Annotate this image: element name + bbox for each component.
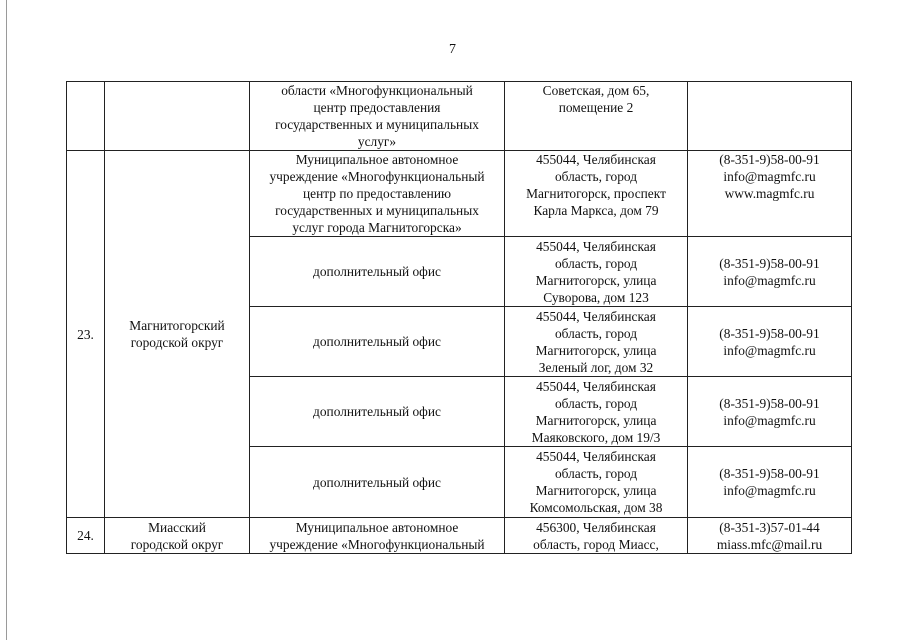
organization-cell: дополнительный офис [250, 447, 505, 518]
organization-cell: Муниципальное автономное учреждение «Многофункциональный [250, 518, 505, 554]
address-cell: 455044, Челябинская область, город Магнитогорск, улица Зеленый лог, дом 32 [505, 307, 688, 377]
organization-cell: дополнительный офис [250, 377, 505, 447]
address-cell: 455044, Челябинская область, город Магнитогорск, проспект Карла Маркса, дом 79 [505, 151, 688, 237]
number-cell: 23. [67, 151, 105, 518]
page-number: 7 [449, 42, 456, 57]
contacts-cell [688, 82, 852, 151]
contacts-cell: (8-351-9)58-00-91 info@magmfc.ru [688, 377, 852, 447]
district-cell: Миасский городской округ [105, 518, 250, 554]
organization-cell: дополнительный офис [250, 237, 505, 307]
mfc-offices-table [66, 81, 852, 554]
contacts-cell: (8-351-9)58-00-91 info@magmfc.ru [688, 237, 852, 307]
table-row [67, 151, 852, 237]
table-row [67, 518, 852, 554]
address-cell: Советская, дом 65, помещение 2 [505, 82, 688, 151]
contacts-cell: (8-351-9)58-00-91 info@magmfc.ru [688, 447, 852, 518]
table-row [67, 82, 852, 151]
contacts-cell: (8-351-9)58-00-91 info@magmfc.ru [688, 307, 852, 377]
page-left-edge [6, 0, 7, 640]
address-cell: 455044, Челябинская область, город Магнитогорск, улица Суворова, дом 123 [505, 237, 688, 307]
address-cell: 455044, Челябинская область, город Магнитогорск, улица Комсомольская, дом 38 [505, 447, 688, 518]
number-cell: 24. [67, 518, 105, 554]
district-cell [105, 82, 250, 151]
address-cell: 455044, Челябинская область, город Магнитогорск, улица Маяковского, дом 19/3 [505, 377, 688, 447]
contacts-cell: (8-351-3)57-01-44 miass.mfc@mail.ru [688, 518, 852, 554]
organization-cell: дополнительный офис [250, 307, 505, 377]
organization-cell: области «Многофункциональный центр предоставления государственных и муниципальных услуг» [250, 82, 505, 151]
address-cell: 456300, Челябинская область, город Миасс, [505, 518, 688, 554]
organization-cell: Муниципальное автономное учреждение «Многофункциональный центр по предоставлению государственных и муниципальных услуг города Магнитогорска» [250, 151, 505, 237]
district-cell: Магнитогорский городской округ [105, 151, 250, 518]
contacts-cell: (8-351-9)58-00-91 info@magmfc.ru www.magmfc.ru [688, 151, 852, 237]
number-cell [67, 82, 105, 151]
